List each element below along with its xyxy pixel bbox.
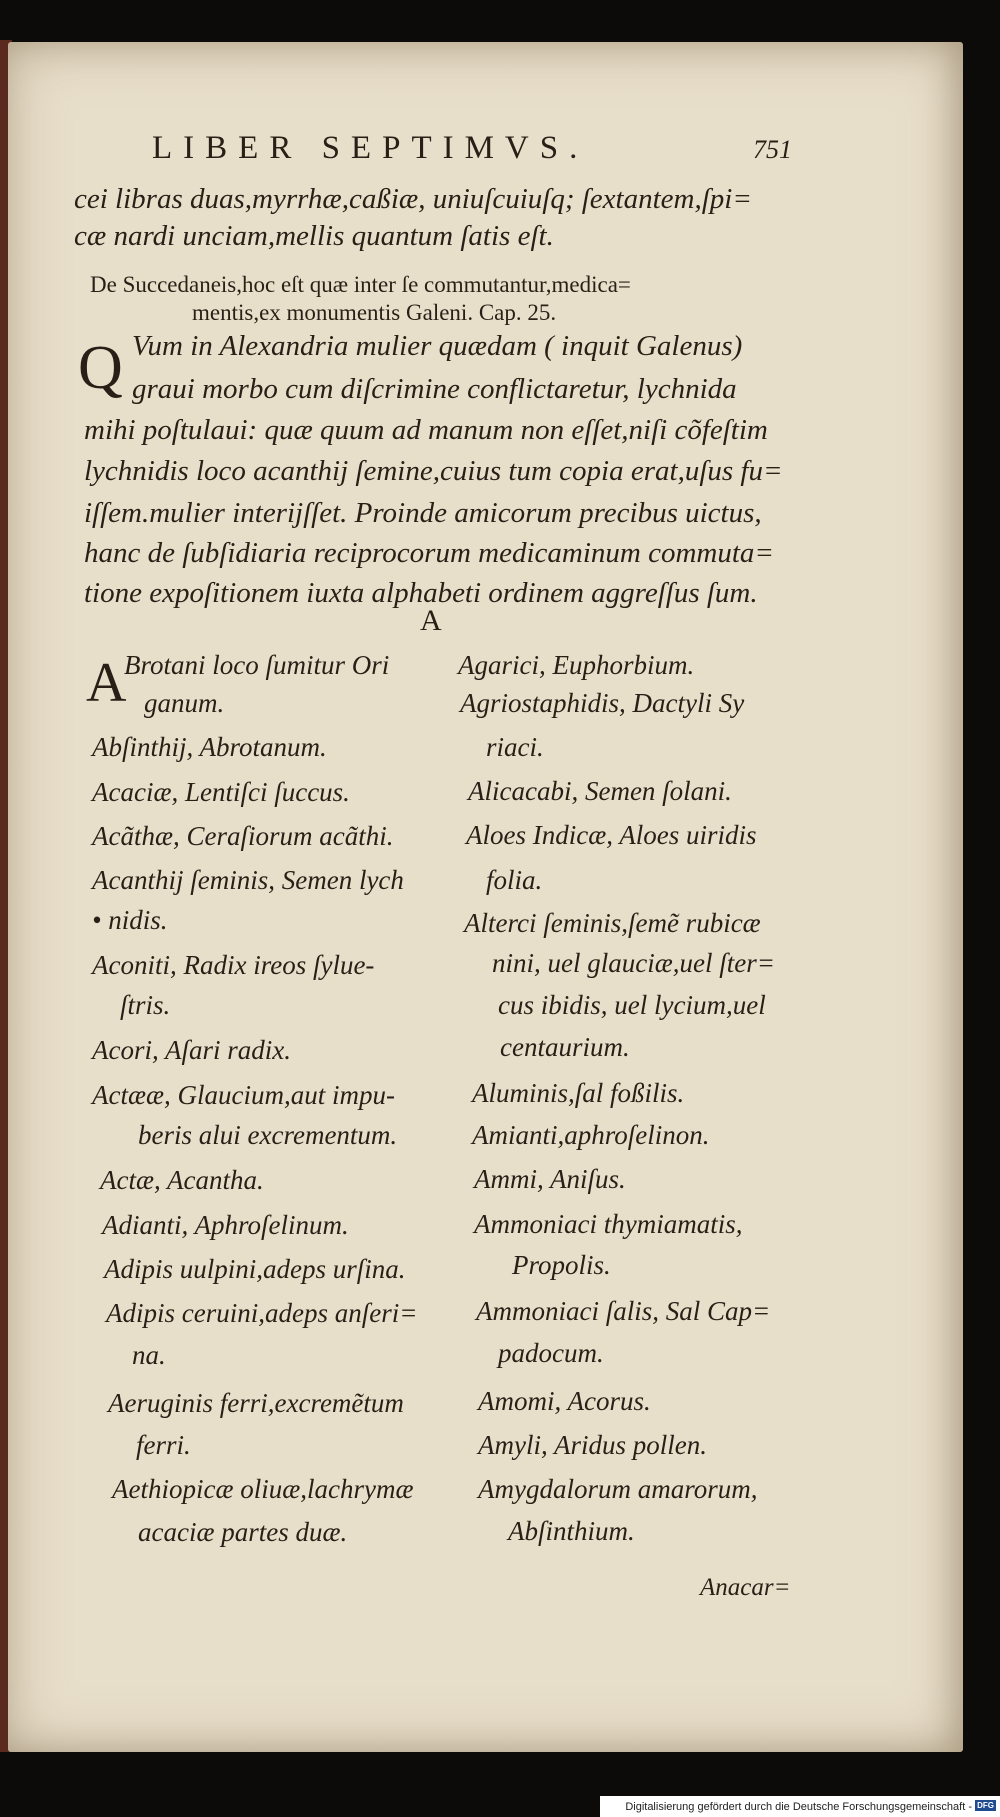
section-letter: A bbox=[420, 604, 442, 637]
paragraph-line-6: hanc de ſubſidiaria reciprocorum medicaminum commuta= bbox=[84, 537, 774, 569]
right-entry: Amianti,aphroſelinon. bbox=[472, 1120, 710, 1150]
right-entry: Aluminis,ſal foßilis. bbox=[472, 1078, 685, 1108]
left-entry: Actææ, Glaucium,aut impu- bbox=[92, 1080, 395, 1110]
paragraph-line-2: graui morbo cum diſcrimine conflictaretur, lychnida bbox=[132, 373, 737, 405]
paragraph-line-7: tione expoſitionem iuxta alphabeti ordinem aggreſſus ſum. bbox=[84, 577, 758, 609]
right-entry: Ammoniaci ſalis, Sal Cap= bbox=[476, 1296, 771, 1326]
left-entry: Adipis ceruini,adeps anſeri= bbox=[106, 1298, 418, 1328]
chapter-heading-line-1: De Succedaneis,hoc eſt quæ inter ſe commutantur,medica= bbox=[90, 272, 631, 297]
paragraph-line-1: Vum in Alexandria mulier quædam ( inquit Galenus) bbox=[132, 330, 743, 362]
right-entry: Aloes Indicæ, Aloes uiridis bbox=[466, 820, 757, 850]
right-entry: padocum. bbox=[498, 1338, 604, 1368]
left-entry: Adianti, Aphroſelinum. bbox=[102, 1210, 349, 1240]
drop-capital-q: Q bbox=[78, 334, 123, 402]
right-entry: Amygdalorum amarorum, bbox=[478, 1474, 758, 1504]
left-entry: Abſinthij, Abrotanum. bbox=[92, 732, 327, 762]
page-number: 751 bbox=[753, 135, 792, 164]
right-entry: Amomi, Acorus. bbox=[478, 1386, 651, 1416]
left-entry: Acaciæ, Lentiſci ſuccus. bbox=[92, 777, 350, 807]
left-entry: Brotani loco ſumitur Ori bbox=[124, 650, 390, 680]
right-entry: folia. bbox=[486, 865, 543, 895]
paragraph-line-3: mihi poſtulaui: quæ quum ad manum non eſſet,niſi cõfeſtim bbox=[84, 414, 768, 446]
right-entry: Agriostaphidis, Dactyli Sy bbox=[460, 688, 745, 718]
right-entry: Ammoniaci thymiamatis, bbox=[474, 1209, 743, 1239]
right-entry: cus ibidis, uel lycium,uel bbox=[498, 990, 766, 1020]
left-entry: Adipis uulpini,adeps urſina. bbox=[104, 1254, 406, 1284]
left-entry: Acanthij ſeminis, Semen lych bbox=[92, 865, 404, 895]
intro-line-1: cei libras duas,myrrhæ,caßiæ, uniuſcuiuſq; ſextantem,ſpi= bbox=[74, 183, 752, 215]
right-entry: nini, uel glauciæ,uel ſter= bbox=[492, 948, 775, 978]
right-entry: Propolis. bbox=[512, 1250, 611, 1280]
right-entry: riaci. bbox=[486, 732, 544, 762]
intro-line-2: cæ nardi unciam,mellis quantum ſatis eſt. bbox=[74, 220, 554, 252]
left-entry: beris alui excrementum. bbox=[138, 1120, 398, 1150]
running-head: LIBER SEPTIMVS. bbox=[152, 130, 589, 166]
left-entry: acaciæ partes duæ. bbox=[138, 1517, 348, 1547]
paragraph-line-4: lychnidis loco acanthij ſemine,cuius tum copia erat,uſus fu= bbox=[84, 455, 783, 487]
dfg-logo: DFG bbox=[977, 1801, 994, 1810]
catchword: Anacar= bbox=[700, 1574, 791, 1601]
right-entry: centaurium. bbox=[500, 1032, 630, 1062]
left-entry: Aethiopicæ oliuæ,lachrymæ bbox=[112, 1474, 414, 1504]
digitization-footer bbox=[600, 1796, 1000, 1817]
footer-text: Digitalisierung gefördert durch die Deutsche Forschungsgemeinschaft - bbox=[625, 1800, 972, 1813]
left-entry: Actæ, Acantha. bbox=[100, 1165, 264, 1195]
left-entry: • nidis. bbox=[92, 905, 168, 935]
right-entry: Alicacabi, Semen ſolani. bbox=[468, 776, 732, 806]
right-entry: Alterci ſeminis,ſemẽ rubicæ bbox=[464, 908, 761, 938]
drop-capital-a: A bbox=[86, 652, 127, 714]
left-entry: ſtris. bbox=[120, 990, 171, 1020]
right-entry: Agarici, Euphorbium. bbox=[458, 650, 695, 680]
left-entry: ganum. bbox=[144, 688, 225, 718]
left-entry: Aconiti, Radix ireos ſylue- bbox=[92, 950, 375, 980]
right-entry: Ammi, Aniſus. bbox=[474, 1164, 626, 1194]
left-entry: Acori, Aſari radix. bbox=[92, 1035, 291, 1065]
left-entry: Acãthæ, Ceraſiorum acãthi. bbox=[92, 821, 394, 851]
left-entry: ferri. bbox=[136, 1430, 191, 1460]
right-entry: Amyli, Aridus pollen. bbox=[478, 1430, 707, 1460]
left-entry: na. bbox=[132, 1340, 166, 1370]
left-entry: Aeruginis ferri,excremẽtum bbox=[108, 1388, 404, 1418]
chapter-heading-line-2: mentis,ex monumentis Galeni. Cap. 25. bbox=[192, 300, 557, 325]
right-entry: Abſinthium. bbox=[508, 1516, 635, 1546]
paragraph-line-5: iſſem.mulier interijſſet. Proinde amicorum precibus uictus, bbox=[84, 497, 762, 529]
page-header bbox=[152, 130, 792, 167]
